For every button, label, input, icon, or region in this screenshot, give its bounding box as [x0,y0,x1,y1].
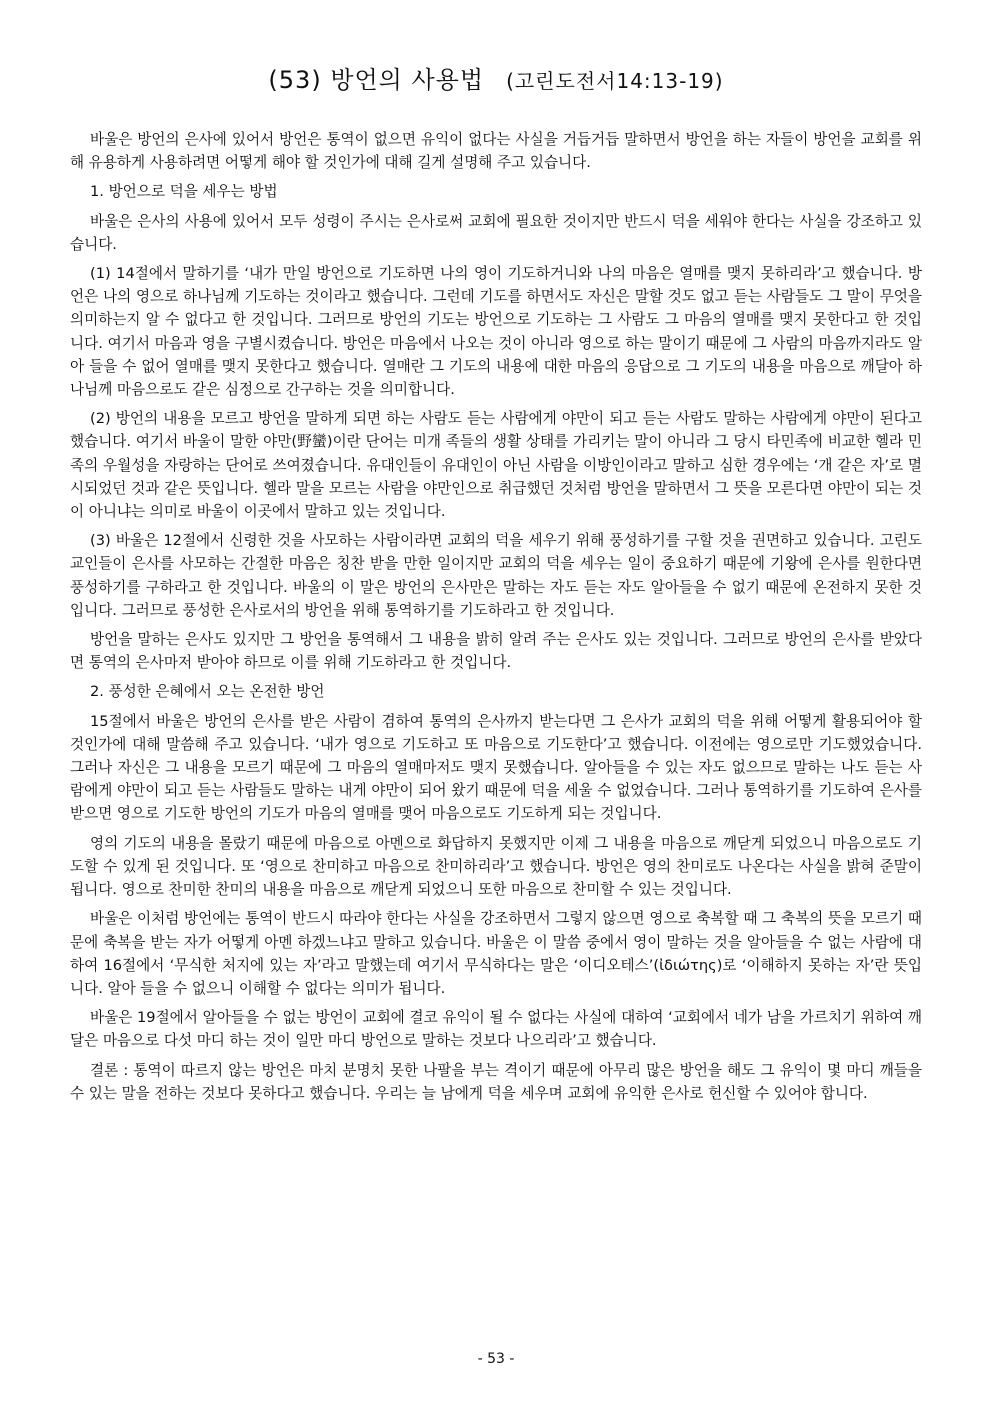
paragraph-intro: 바울은 방언의 은사에 있어서 방언은 통역이 없으면 유익이 없다는 사실을 거듭거듭 말하면서 방언을 하는 자들이 방언을 교회를 위해 유용하게 사용하려면 어떻게 해야 할 것인가에 대해 길게 설명해 주고 있습니다. [70,131,922,172]
page-number: - 53 - [477,1351,515,1367]
paragraph: 바울은 19절에서 알아들을 수 없는 방언이 교회에 결코 유익이 될 수 없다는 사실에 대하여 ‘교회에서 네가 남을 가르치기 위하여 깨달은 마음으로 다섯 마디 하는 것이 일만 마디 방언으로 말하는 것보다 나으리라’고 했습니다. [70,1009,922,1050]
paragraph: 영의 기도의 내용을 몰랐기 때문에 마음으로 아멘으로 화답하지 못했지만 이제 그 내용을 마음으로 깨닫게 되었으니 마음으로도 기도할 수 있게 된 것입니다. 또 ‘영으로 찬미하고 마음으로 찬미하리라’고 했습니다. 방언은 영의 찬미로도 나온다는 사실을 밝혀 준말이 됩니다. 영으로 찬미한 찬미의 내용을 마음으로 깨닫게 되었으니 또한 마음으로 찬미할 수 있는 것입니다. [70,834,922,899]
paragraph-conclusion: 결론 : 통역이 따르지 않는 방언은 마치 분명치 못한 나팔을 부는 격이기 때문에 아무리 많은 방언을 해도 그 유익이 몇 마디 깨들을 수 있는 말을 전하는 것보다 못하다고 했습니다. 우리는 늘 남에게 덕을 세우며 교회에 유익한 은사로 헌신할 수 있어야 합니다. [70,1061,922,1102]
title-reference: (고린도전서14:13-19) [506,69,724,93]
paragraph: (3) 바울은 12절에서 신령한 것을 사모하는 사람이라면 교회의 덕을 세우기 위해 풍성하기를 구할 것을 권면하고 있습니다. 고린도 교인들이 은사를 사모하는 간절한 마음은 칭찬 받을 만한 일이지만 교회의 덕을 세우는 일이 중요하기 때문에 기왕에 은사를 원한다면 풍성하기를 구하라고 한 것입니다. 바울의 이 말은 방언의 은사만은 말하는 자도 듣는 자도 알아들을 수 없기 때문에 온전하지 못한 것입니다. 그러므로 풍성한 은사로서의 방언을 위해 통역하기를 기도하라고 한 것입니다. [70,532,922,619]
title-main: (53) 방언의 사용법 [268,66,485,94]
paragraph: 바울은 은사의 사용에 있어서 모두 성령이 주시는 은사로써 교회에 필요한 것이지만 반드시 덕을 세워야 한다는 사실을 강조하고 있습니다. [70,212,922,253]
paragraph: 15절에서 바울은 방언의 은사를 받은 사람이 겸하여 통역의 은사까지 받는다면 그 은사가 교회의 덕을 위해 어떻게 활용되어야 할 것인가에 대해 말씀해 주고 있습니다. ‘내가 영으로 기도하고 또 마음으로 기도한다’고 했습니다. 이전에는 영으로만 기도했었습니다. 그러나 자신은 그 내용을 모르기 때문에 그 마음의 열매마저도 맺지 못했습니다. 알아들을 수 있는 자도 없으므로 말하는 나도 듣는 사람에게 야만이 되고 듣는 사람들도 말하는 내게 야만이 되어 왔기 때문에 덕을 세울 수 없었습니다. 그러나 통역하기를 기도하여 은사를 받으면 영으로 기도한 방언의 기도가 마음의 열매를 맺어 마음으로도 기도하게 되는 것입니다. [70,712,922,823]
body-text [70,128,922,1111]
page-title [0,60,992,95]
paragraph: 바울은 이처럼 방언에는 통역이 반드시 따라야 한다는 사실을 강조하면서 그렇지 않으면 영으로 축복할 때 그 축복의 뜻을 모르기 때문에 축복을 받는 자가 어떻게 아멘 하겠느냐고 말하고 있습니다. 바울은 이 말씀 중에서 영이 말하는 것을 알아들을 수 없는 사람에 대하여 16절에서 ‘무식한 처지에 있는 자’라고 말했는데 여기서 무식하다는 말은 ‘이디오테스’(ἰδιώτης)로 ‘이해하지 못하는 자’란 뜻입니다. 알아 들을 수 없으니 이해할 수 없다는 의미가 됩니다. [70,910,922,997]
paragraph: (1) 14절에서 말하기를 ‘내가 만일 방언으로 기도하면 나의 영이 기도하거니와 나의 마음은 열매를 맺지 못하리라’고 했습니다. 방언은 나의 영으로 하나님께 기도하는 것이라고 했습니다. 그런데 기도를 하면서도 자신은 말할 것도 없고 듣는 사람들도 그 말이 무엇을 의미하는지 알 수 없다고 한 것입니다. 그러므로 방언의 기도는 방언으로 기도하는 그 사람도 그 마음의 열매를 맺지 못한다고 한 것입니다. 여기서 마음과 영을 구별시켰습니다. 방언은 마음에서 나오는 것이 아니라 영으로 하는 말이기 때문에 그 사람의 마음까지라도 알아 들을 수 없어 열매를 맺지 못한다고 했습니다. 열매란 그 기도의 내용에 대한 마음의 응답으로 그 기도의 내용을 마음으로 깨달아 하나님께 마음으로도 같은 심정으로 간구하는 것을 의미합니다. [70,265,922,399]
section-heading-1: 1. 방언으로 덕을 세우는 방법 [90,183,278,201]
paragraph: (2) 방언의 내용을 모르고 방언을 말하게 되면 하는 사람도 듣는 사람에게 야만이 되고 듣는 사람도 말하는 사람에게 야만이 된다고 했습니다. 여기서 바울이 말한 야만(野蠻)이란 단어는 미개 족들의 생활 상태를 가리키는 말이 아니라 그 당시 타민족에 비교한 헬라 민족의 우월성을 자랑하는 단어로 쓰여졌습니다. 유대인들이 유대인이 아닌 사람을 이방인이라고 말하고 심한 경우에는 ‘개 같은 자’로 멸시되었던 것과 같은 뜻입니다. 헬라 말을 모르는 사람을 야만인으로 취급했던 것처럼 방언을 말하면서 그 뜻을 모른다면 야만이 되는 것이 아니냐는 의미로 바울이 이곳에서 말하고 있는 것입니다. [70,410,922,521]
section-heading-2: 2. 풍성한 은혜에서 오는 온전한 방언 [90,683,325,701]
paragraph: 방언을 말하는 은사도 있지만 그 방언을 통역해서 그 내용을 밝히 알려 주는 은사도 있는 것입니다. 그러므로 방언의 은사를 받았다면 통역의 은사마저 받아야 하므로 이를 위해 기도하라고 한 것입니다. [70,631,922,672]
